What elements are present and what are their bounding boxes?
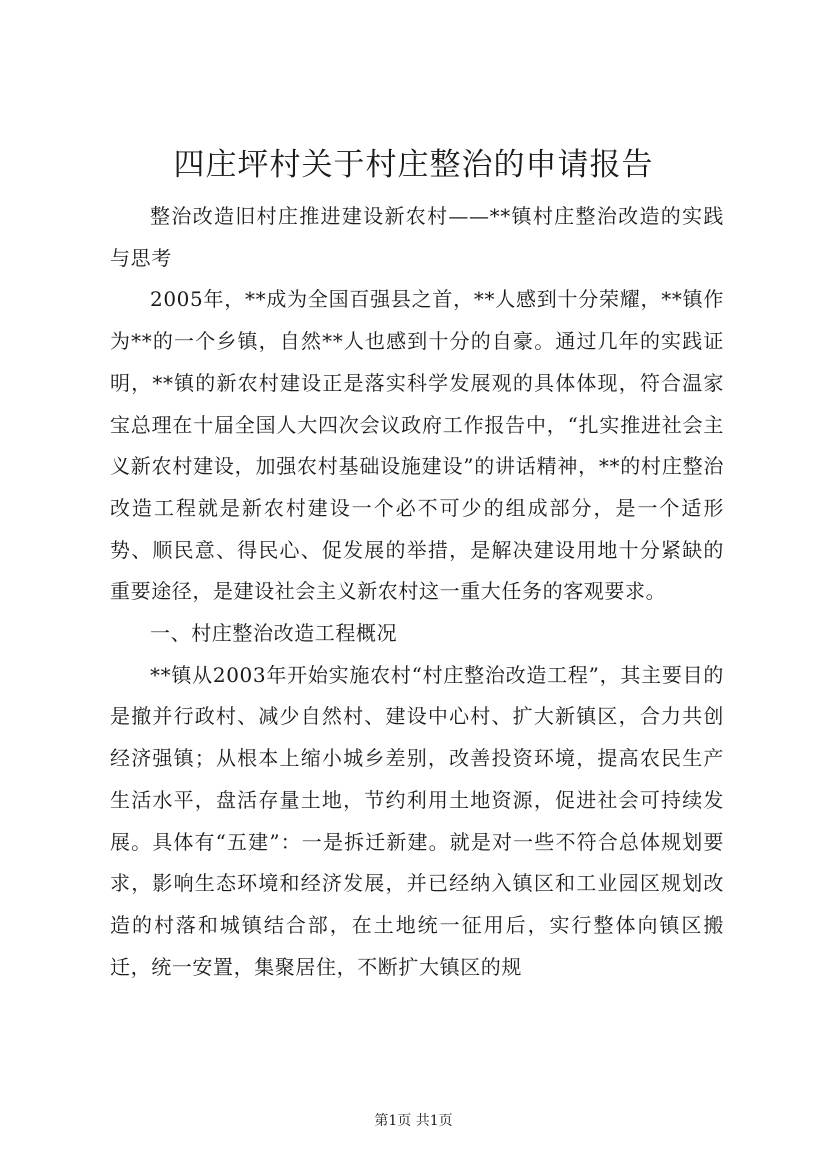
subtitle-paragraph: 整治改造旧村庄推进建设新农村——**镇村庄整治改造的实践与思考 bbox=[110, 204, 724, 270]
document-body bbox=[110, 196, 724, 988]
overview-paragraph: **镇从2003年开始实施农村“村庄整治改造工程”，其主要目的是撤并行政村、减少自然村、建设中心村、扩大新镇区，合力共创经济强镇；从根本上缩小城乡差别，改善投资环境，提高农民生产生活水平，盘活存量土地，节约利用土地资源，促进社会可持续发展。具体有“五建”：一是拆迁新建。就是对一些不符合总体规划要求，影响生态环境和经济发展，并已经纳入镇区和工业园区规划改造的村落和城镇结合部，在土地统一征用后，实行整体向镇区搬迁，统一安置，集聚居住，不断扩大镇区的规 bbox=[110, 662, 724, 979]
document-title: 四庄坪村关于村庄整治的申请报告 bbox=[173, 147, 654, 183]
section-heading: 一、村庄整治改造工程概况 bbox=[150, 621, 398, 646]
page-footer: 第1页 共1页 bbox=[374, 1113, 453, 1129]
intro-paragraph: 2005年，**成为全国百强县之首，**人感到十分荣耀，**镇作为**的一个乡镇，自然**人也感到十分的自豪。通过几年的实践证明，**镇的新农村建设正是落实科学发展观的具体体现，符合温家宝总理在十届全国人大四次会议政府工作报告中，“扎实推进社会主义新农村建设，加强农村基础设施建设”的讲话精神，**的村庄整治改造工程就是新农村建设一个必不可少的组成部分，是一个适形势、顺民意、得民心、促发展的举措，是解决建设用地十分紧缺的重要途径，是建设社会主义新农村这一重大任务的客观要求。 bbox=[110, 287, 724, 604]
